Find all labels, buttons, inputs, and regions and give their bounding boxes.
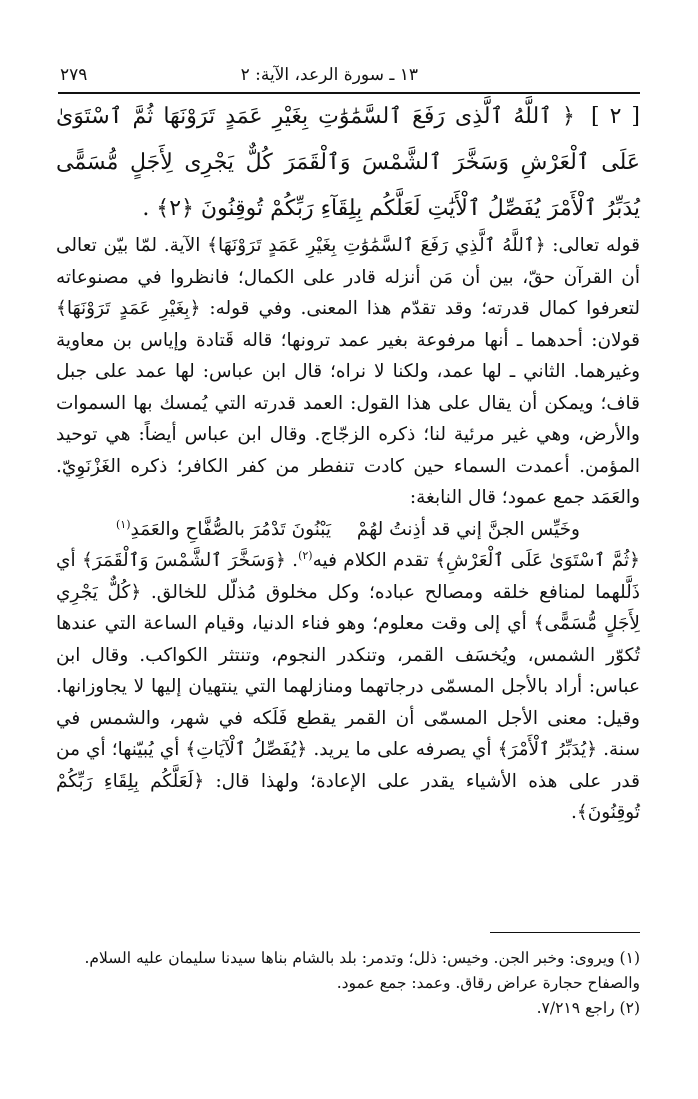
commentary-body (56, 230, 640, 829)
verse-text: ﴿ ٱللَّهُ ٱلَّذِى رَفَعَ ٱلسَّمَٰوَٰتِ بِغَيْرِ عَمَدٍ تَرَوْنَهَا ثُمَّ ٱسْتَوَىٰ عَلَى ٱلْعَرْشِ وَسَخَّرَ ٱلشَّمْسَ وَٱلْقَمَرَ كُلٌّ يَجْرِى لِأَجَلٍ مُّسَمًّى يُدَبِّرُ ٱلْأَمْرَ يُفَصِّلُ ٱلْأَيَٰتِ لَعَلَّكُم بِلِقَآءِ رَبِّكُمْ تُوقِنُونَ ﴿٢﴾ . (56, 104, 640, 221)
commentary-paragraph-1: قوله تعالى: ﴿ٱللَّهُ ٱلَّذِي رَفَعَ ٱلسَّمَٰوَٰتِ بِغَيْرِ عَمَدٍ تَرَوْنَهَا﴾ الآية. لمّا بيّن تعالى أن القرآن حقّ، بين أن مَن أنزله قادر على الكمال؛ فانظروا في مصنوعاته لتعرفوا كمال قدرته؛ وقد تقدّم هذا المعنى. وفي قوله: ﴿بِغَيْرِ عَمَدٍ تَرَوْنَهَا﴾ قولان: أحدهما ـ أنها مرفوعة بغير عمد ترونها؛ قاله قَتادة وإياس بن معاوية وغيرهما. الثاني ـ لها عمد، ولكنا لا نراه؛ قال ابن عباس: لها عمد على جبل قاف؛ ويمكن أن يقال على هذا القول: العمد قدرته التي يُمسك بها السموات والأرض، وهي غير مرئية لنا؛ ذكره الزجّاج. وقال ابن عباس أيضاً: هي توحيد المؤمن. أعمدت السماء حين كادت تنفطر من كفر الكافر؛ ذكره الغَزْنَوِيّ. والعَمَد جمع عمود؛ قال النابغة: (56, 235, 640, 508)
commentary-paragraph-2-start: ﴿ثُمَّ ٱسْتَوَىٰ عَلَى ٱلْعَرْشِ﴾ تقدم الكلام فيه (312, 550, 640, 571)
footnote-ref-1: (١) (116, 517, 131, 531)
surah-title: ١٣ ـ سورة الرعد، الآية: ٢ (240, 65, 418, 85)
poem-verse (56, 514, 640, 546)
footnote-ref-2: (٢) (298, 548, 313, 562)
poem-first-hemistich: وخَيِّس الجنَّ إني قد أذِنتُ لهُمْ (356, 518, 580, 540)
poem-second-hemistich (116, 514, 331, 546)
poem-second-hemistich-text: يَبْنُونَ تَدْمُرَ بالصُّفَّاحِ والعَمَدِ (130, 518, 332, 540)
commentary-paragraph-2-rest: . ﴿وَسَخَّرَ ٱلشَّمْسَ وَٱلْقَمَرَ﴾ أي ذَلَّلهما لمنافع خلقه ومصالح عباده؛ وكل مخلوق مُذلّل للخالق. ﴿كُلٌّ يَجْرِي لِأَجَلٍ مُّسَمًّى﴾ أي إلى وقت معلوم؛ وهو فناء الدنيا، وقيام الساعة التي عندها تُكوّر الشمس، ويُخسَف القمر، وتنكدر النجوم، وتنتثر الكواكب. وقال ابن عباس: أراد بالأجل المسمّى درجاتهما ومنازلهما التي ينتهيان إليها لا يجاوزانها. وقيل: معنى الأجل المسمّى أن القمر يقطع فَلَكه في شهر، والشمس في سنة. ﴿يُدَبِّرُ ٱلْأَمْرَ﴾ أي يصرفه على ما يريد. ﴿يُفَصِّلُ ٱلْآيَاتِ﴾ أي يُبيّنها؛ أي من قدر على هذه الأشياء يقدر على الإعادة؛ ولهذا قال: ﴿لَعَلَّكُم بِلِقَاءِ رَبِّكُمْ تُوقِنُونَ﴾. (56, 550, 640, 823)
footnote-1-line-2: والصفاح حجارة عراض رقاق. وعمد: جمع عمود. (336, 974, 640, 992)
footnote-1-line-1: (١) ويروى: وخبر الجن. وخيس: ذلل؛ وتدمر: بلد بالشام بناها سيدنا سليمان عليه السلام. (84, 949, 640, 967)
commentary-paragraph-2 (56, 545, 640, 829)
verse-number: [ ٢ ] (590, 104, 640, 129)
footnote-2: (٢) راجع ٧/٢١٩. (536, 999, 640, 1017)
quran-verse (56, 94, 640, 232)
footnotes (56, 946, 640, 1021)
page-number: ٢٧٩ (60, 65, 88, 85)
footnote-rule (490, 932, 640, 933)
page-header (60, 62, 638, 88)
